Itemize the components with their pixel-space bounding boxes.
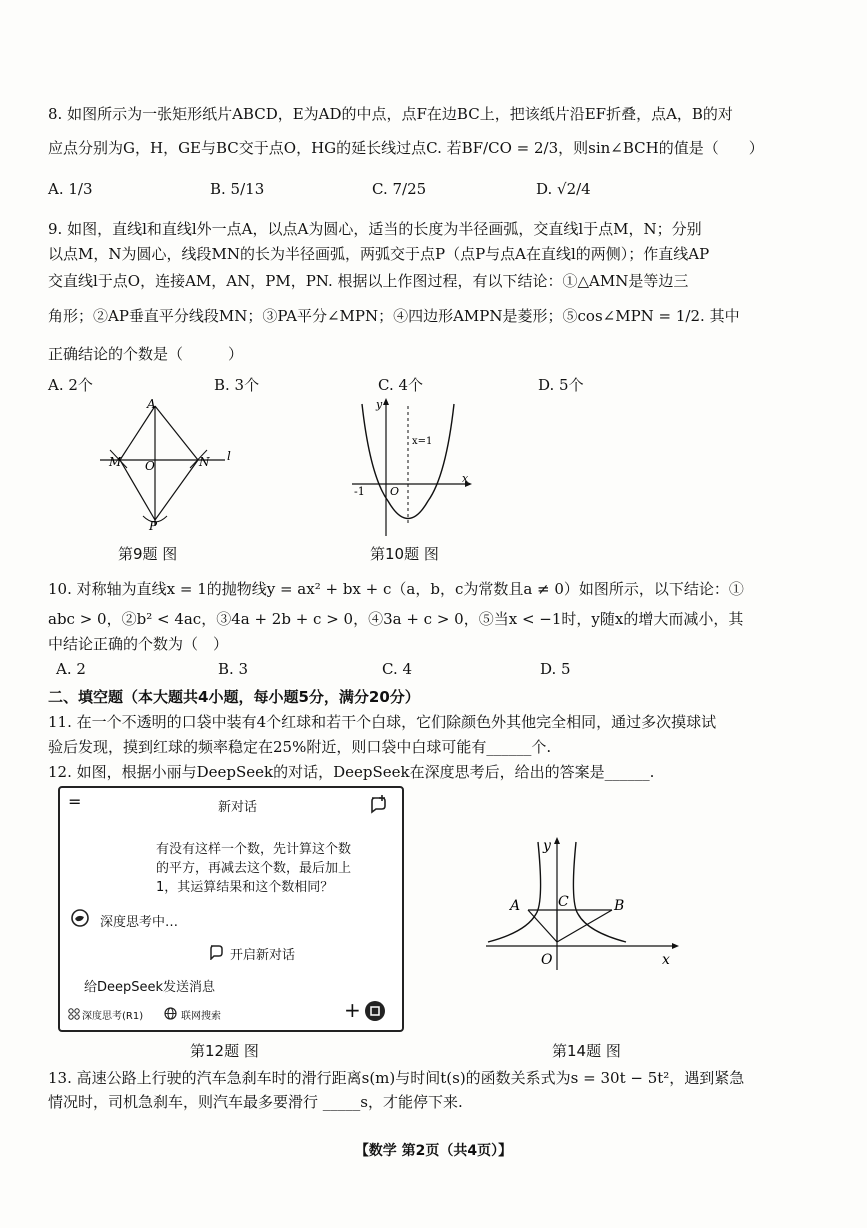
menu-icon[interactable]: = <box>68 792 82 811</box>
deep-think-icon <box>68 1008 80 1020</box>
new-chat-small-icon <box>207 942 225 960</box>
q8-option-a: A. 1/3 <box>48 180 93 198</box>
q8-option-b: B. 5/13 <box>210 180 265 198</box>
fig9-label-m: M <box>109 455 122 469</box>
fig9-label-n: N <box>199 455 210 469</box>
plus-button[interactable]: + <box>344 998 361 1022</box>
new-chat-button[interactable]: 开启新对话 <box>230 948 296 963</box>
figure-10-parabola <box>348 396 478 541</box>
q9-line3: 交直线l于点O，连接AM，AN，PM，PN. 根据以上作图过程，有以下结论：①△AMN是等边三 <box>48 272 689 290</box>
question-line-3: 1，其运算结果和这个数相同？ <box>156 880 334 895</box>
page-footer: 【数学 第2页（共4页）】 <box>354 1143 513 1159</box>
figure-9-rhombus <box>95 398 240 533</box>
web-search-button[interactable]: 联网搜索 <box>181 1011 221 1022</box>
deepseek-chat-figure <box>58 786 404 1032</box>
fig14-label-o: O <box>541 952 553 968</box>
q8-line2: 应点分别为G，H，GE与BC交于点O，HG的延长线过点C. 若BF/CO = 2/3，则sin∠BCH的值是（ ） <box>48 139 764 157</box>
q11-line2: 验后发现，摸到红球的频率稳定在25%附近，则口袋中白球可能有______个. <box>48 738 552 756</box>
q9-option-c: C. 4个 <box>378 376 424 394</box>
q9-option-b: B. 3个 <box>214 376 260 394</box>
q10-option-d: D. 5 <box>540 660 571 678</box>
fig12-caption: 第12题 图 <box>190 1042 259 1060</box>
q8-option-c: C. 7/25 <box>372 180 427 198</box>
q10-line1: 10. 对称轴为直线x = 1的抛物线y = ax² + bx + c（a，b，c为常数且a ≠ 0）如图所示，以下结论：① <box>48 580 744 598</box>
fig10-label-neg1: -1 <box>354 485 365 498</box>
fig14-label-x: x <box>662 952 670 968</box>
section-2-heading: 二、填空题（本大题共4小题，每小题5分，满分20分） <box>48 688 420 706</box>
q8-line1: 8. 如图所示为一张矩形纸片ABCD，E为AD的中点，点F在边BC上，把该纸片沿EF折叠，点A，B的对 <box>48 105 733 123</box>
globe-icon <box>164 1007 177 1020</box>
q9-line4: 角形；②AP垂直平分线段MN；③PA平分∠MPN；④四边形AMPN是菱形；⑤cos∠MPN = 1/2. 其中 <box>48 307 740 325</box>
fig9-caption: 第9题 图 <box>118 545 178 563</box>
fig14-label-a: A <box>510 898 521 914</box>
fig9-label-p: P <box>149 519 158 533</box>
q10-option-b: B. 3 <box>218 660 249 678</box>
deep-think-button[interactable]: 深度思考(R1) <box>82 1011 144 1022</box>
q9-option-a: A. 2个 <box>48 376 93 394</box>
q9-option-d: D. 5个 <box>538 376 584 394</box>
thinking-status: 深度思考中… <box>100 915 179 930</box>
fig9-label-l: l <box>227 449 231 463</box>
fig10-label-x: x <box>462 472 469 485</box>
fig9-label-a: A <box>147 398 156 411</box>
q12-line1: 12. 如图，根据小丽与DeepSeek的对话，DeepSeek在深度思考后，给出的答案是______. <box>48 763 655 781</box>
fig14-label-c: C <box>558 894 569 910</box>
q10-line2: abc > 0，②b² < 4ac，③4a + 2b + c > 0，④3a + c > 0，⑤当x < −1时，y随x的增大而减小，其 <box>48 610 744 628</box>
message-input[interactable]: 给DeepSeek发送消息 <box>84 980 216 995</box>
q10-line3: 中结论正确的个数为（ ） <box>48 635 229 653</box>
q13-line1: 13. 高速公路上行驶的汽车急刹车时的滑行距离s(m)与时间t(s)的函数关系式为s = 30t − 5t²，遇到紧急 <box>48 1069 745 1087</box>
fig14-label-y: y <box>543 838 551 854</box>
fig14-label-b: B <box>614 898 625 914</box>
figure-14-hyperbola <box>486 832 686 972</box>
fig10-label-y: y <box>376 398 383 411</box>
q8-option-d: D. √2/4 <box>536 180 591 198</box>
send-button-icon[interactable] <box>364 1000 386 1022</box>
q9-line2: 以点M，N为圆心，线段MN的长为半径画弧，两弧交于点P（点P与点A在直线l的两侧）；作直线AP <box>48 245 710 263</box>
fig10-label-axis: x=1 <box>412 436 433 447</box>
fig10-label-o: O <box>390 485 400 498</box>
deepseek-logo-icon <box>70 908 90 928</box>
fig9-label-o: O <box>145 459 155 473</box>
q10-option-a: A. 2 <box>56 660 86 678</box>
q13-line2: 情况时，司机急刹车，则汽车最多要滑行 _____s，才能停下来. <box>48 1093 463 1111</box>
question-line-2: 的平方，再减去这个数，最后加上 <box>156 861 352 876</box>
fig10-caption: 第10题 图 <box>370 545 439 563</box>
new-chat-icon[interactable] <box>368 794 388 814</box>
q9-line1: 9. 如图，直线l和直线l外一点A，以点A为圆心，适当的长度为半径画弧，交直线l于点M，N；分别 <box>48 220 702 238</box>
q10-option-c: C. 4 <box>382 660 413 678</box>
q9-line5: 正确结论的个数是（ ） <box>48 345 244 363</box>
chat-title: 新对话 <box>218 800 258 815</box>
question-line-1: 有没有这样一个数，先计算这个数 <box>156 842 352 857</box>
fig14-caption: 第14题 图 <box>552 1042 621 1060</box>
q11-line1: 11. 在一个不透明的口袋中装有4个红球和若干个白球，它们除颜色外其他完全相同，通过多次摸球试 <box>48 713 717 731</box>
